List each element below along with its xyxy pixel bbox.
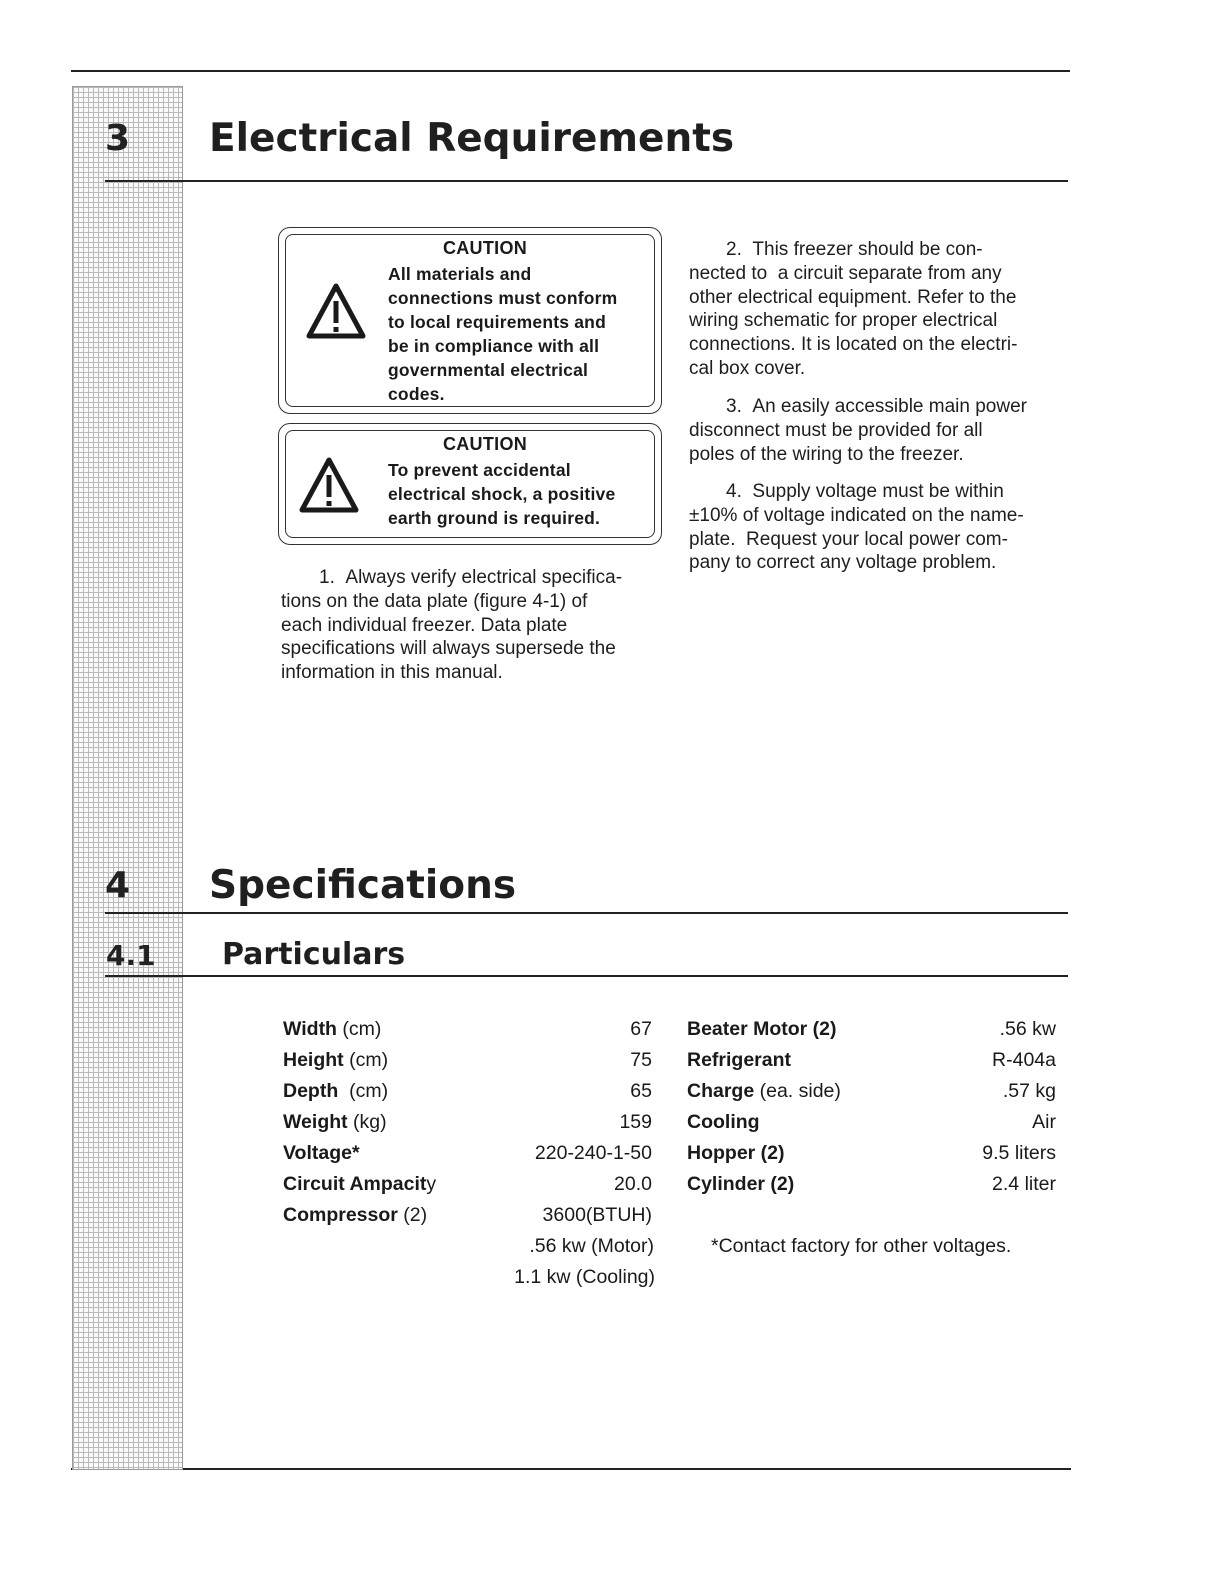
spec-label-cylinder: Cylinder (2) (687, 1173, 795, 1195)
spec-value-depth: 65 (630, 1080, 652, 1102)
paragraph-line: specifications will always supersede the (281, 638, 616, 660)
paragraph-2 (689, 238, 1017, 381)
spec-label-refrigerant: Refrigerant (687, 1049, 792, 1071)
spec-label-voltage: Voltage* (283, 1142, 360, 1164)
paragraph-4 (689, 480, 1024, 575)
paragraph-line: 4. Supply voltage must be within (726, 481, 1004, 502)
section-4-rule (105, 912, 1068, 914)
paragraph-line: each individual freezer. Data plate (281, 614, 568, 636)
section-3-number: 3 (105, 118, 131, 159)
paragraph-line: plate. Request your local power com- (689, 528, 1008, 550)
paragraph-3 (689, 395, 1027, 466)
spec-label-hopper: Hopper (2) (687, 1142, 785, 1164)
caution-line: All materials and (388, 264, 532, 284)
spec-value-cylinder: 2.4 liter (992, 1173, 1056, 1195)
section-3-title: Electrical Requirements (209, 116, 735, 161)
paragraph-1 (281, 566, 622, 685)
section-4-title: Specifications (209, 863, 517, 908)
spec-value-charge: .57 kg (1002, 1080, 1056, 1102)
warning-triangle-icon (298, 456, 360, 514)
spec-label-width: Width (cm) (283, 1018, 382, 1040)
caution-heading: CAUTION (442, 434, 528, 454)
paragraph-line: other electrical equipment. Refer to the (689, 286, 1017, 308)
spec-label-depth: Depth (cm) (283, 1080, 389, 1102)
caution-line: governmental electrical (388, 360, 589, 380)
voltage-footnote: *Contact factory for other voltages. (711, 1235, 1012, 1257)
spec-label-weight: Weight (kg) (283, 1111, 387, 1133)
paragraph-line: 3. An easily accessible main power (726, 396, 1027, 417)
spec-label-circuit-ampacity: Circuit Ampacity (283, 1173, 437, 1195)
caution-line: connections must conform (388, 288, 618, 308)
caution-line: To prevent accidental (388, 460, 571, 480)
caution-line: to local requirements and (388, 312, 606, 332)
spec-value-beater-motor: .56 kw (999, 1018, 1056, 1040)
spec-value-height: 75 (630, 1049, 652, 1071)
section-4-1-number: 4.1 (106, 939, 156, 972)
spec-value-cooling: Air (1032, 1111, 1056, 1133)
paragraph-line: pany to correct any voltage problem. (689, 552, 997, 574)
paragraph-line: tions on the data plate (figure 4-1) of (281, 590, 588, 612)
paragraph-line: information in this manual. (281, 662, 503, 684)
spec-label-charge: Charge (ea. side) (687, 1080, 841, 1102)
spec-label-cooling: Cooling (687, 1111, 760, 1133)
spec-label-beater-motor: Beater Motor (2) (687, 1018, 837, 1040)
caution-line: be in compliance with all (388, 336, 600, 356)
paragraph-line: connections. It is located on the electri- (689, 334, 1018, 356)
section-3-rule (105, 180, 1068, 182)
spec-value-voltage: 220-240-1-50 (534, 1142, 652, 1164)
warning-triangle-icon (305, 282, 367, 340)
paragraph-line: 1. Always verify electrical specifica- (319, 567, 623, 588)
spec-value-refrigerant: R-404a (992, 1049, 1056, 1071)
paragraph-line: poles of the wiring to the freezer. (689, 443, 964, 465)
paragraph-line: disconnect must be provided for all (689, 419, 983, 441)
spec-value-circuit-ampacity: 20.0 (614, 1173, 652, 1195)
spec-label-compressor: Compressor (2) (283, 1204, 428, 1226)
spec-value-width: 67 (630, 1018, 652, 1040)
caution-line: earth ground is required. (388, 508, 601, 528)
paragraph-line: ±10% of voltage indicated on the name- (689, 504, 1024, 526)
spec-value-compressor-motor: .56 kw (Motor) (529, 1235, 654, 1257)
section-4-1-rule (105, 975, 1068, 977)
spec-value-compressor-cooling: 1.1 kw (Cooling) (514, 1266, 655, 1288)
caution-heading: CAUTION (442, 238, 528, 258)
side-grid-strip (72, 86, 183, 1470)
spec-value-hopper: 9.5 liters (982, 1142, 1056, 1164)
section-4-number: 4 (105, 865, 131, 906)
paragraph-line: 2. This freezer should be con- (726, 239, 983, 260)
spec-value-weight: 159 (619, 1111, 652, 1133)
paragraph-line: nected to a circuit separate from any (689, 262, 1002, 284)
top-rule (71, 70, 1070, 72)
spec-value-compressor: 3600(BTUH) (542, 1204, 652, 1226)
bottom-rule (71, 1468, 1071, 1470)
caution-box-ground (278, 423, 662, 545)
caution-text (388, 458, 615, 530)
paragraph-line: wiring schematic for proper electrical (689, 310, 998, 332)
caution-line: electrical shock, a positive (388, 484, 616, 504)
caution-line: codes. (388, 384, 445, 404)
caution-text (388, 262, 617, 406)
section-4-1-title: Particulars (222, 937, 406, 972)
spec-label-height: Height (cm) (283, 1049, 389, 1071)
paragraph-line: cal box cover. (689, 357, 806, 379)
caution-box-materials (278, 227, 662, 414)
